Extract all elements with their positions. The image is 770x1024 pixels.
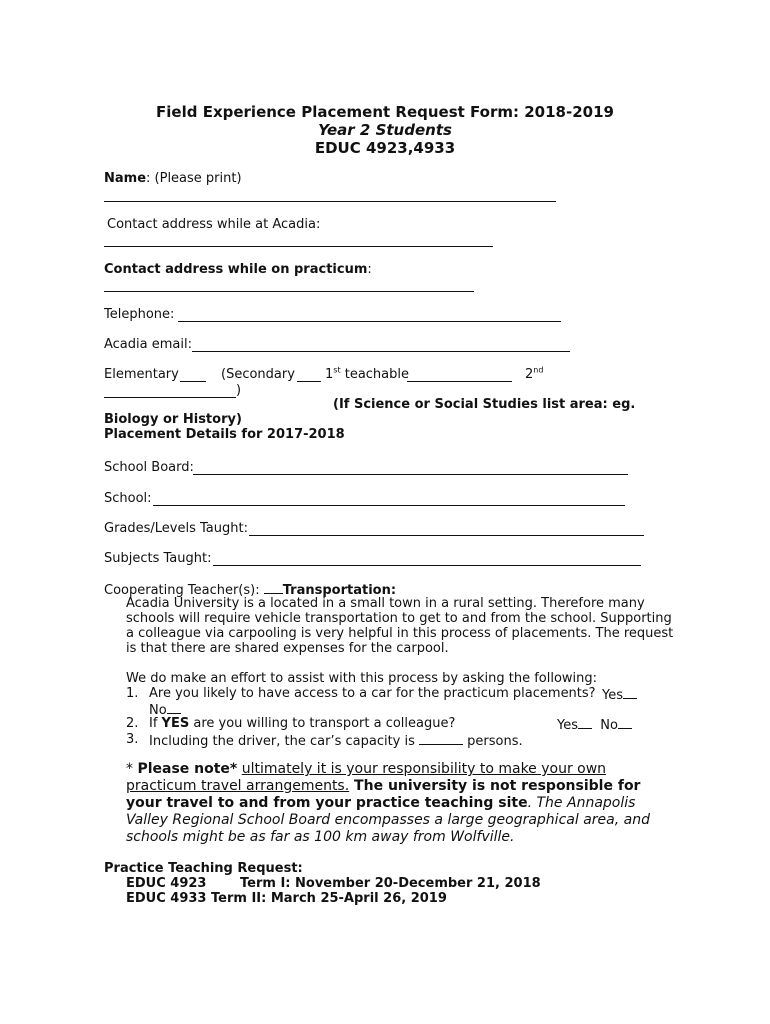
practice-row2: EDUC 4933 Term II: March 25-April 26, 2019 bbox=[126, 891, 447, 906]
q1-yes-line[interactable] bbox=[623, 686, 637, 699]
transportation-heading: Transportation: bbox=[282, 583, 397, 598]
first-teachable-field-line[interactable] bbox=[407, 381, 512, 382]
coop-teacher-label: Cooperating Teacher(s): bbox=[104, 583, 264, 598]
transport-para2: We do make an effort to assist with this process by asking the following: bbox=[126, 671, 598, 686]
q2-yes-bold: YES bbox=[161, 716, 190, 731]
coop-teacher-field-line[interactable] bbox=[264, 581, 283, 594]
q2-number: 2. bbox=[126, 716, 139, 731]
practice-row1-course: EDUC 4923 bbox=[126, 876, 207, 891]
note-underline-2: practicum travel arrangements. bbox=[126, 778, 350, 794]
q2-if: If bbox=[149, 716, 162, 731]
practice-row1-term: Term I: November 20-December 21, 2018 bbox=[240, 876, 541, 891]
school-board-field-line[interactable] bbox=[193, 474, 628, 475]
q2-yes-label: Yes bbox=[557, 718, 578, 733]
q2-options[interactable] bbox=[557, 716, 632, 733]
second-teachable-field-line[interactable] bbox=[104, 397, 236, 398]
q3-capacity-line[interactable] bbox=[419, 732, 463, 745]
note-italic-1: . The Annapolis bbox=[527, 795, 636, 811]
form-subtitle: Year 2 Students bbox=[318, 121, 452, 139]
note-line5: schools might be as far as 100 km away from Wolfville. bbox=[126, 829, 515, 845]
q1-no-label: No bbox=[149, 703, 167, 718]
first-teachable-number: 1 bbox=[325, 367, 334, 382]
note-bold-2: your travel to and from your practice teaching site bbox=[126, 795, 528, 811]
note-line1 bbox=[126, 761, 606, 777]
note-label: Please note* bbox=[137, 761, 238, 777]
q1-yes-option[interactable] bbox=[602, 686, 637, 703]
note-line3 bbox=[126, 795, 635, 811]
name-field-line[interactable] bbox=[104, 201, 556, 202]
school-board-label: School Board: bbox=[104, 460, 194, 475]
form-title: Field Experience Placement Request Form: 2018-2019 bbox=[156, 103, 614, 121]
contact-practicum-colon: : bbox=[367, 262, 372, 277]
grades-field-line[interactable] bbox=[249, 535, 644, 536]
note-star: * bbox=[126, 761, 138, 777]
transport-para1-line3: a colleague via carpooling is very helpful in this process of placements. The request bbox=[126, 626, 674, 641]
elementary-field-line[interactable] bbox=[180, 381, 206, 382]
course-codes: EDUC 4923,4933 bbox=[314, 139, 456, 157]
school-label: School: bbox=[104, 491, 152, 506]
contact-practicum-label: Contact address while on practicum bbox=[104, 262, 368, 277]
q3-text-a: Including the driver, the car’s capacity is bbox=[149, 734, 420, 749]
science-note: (If Science or Social Studies list area: eg. bbox=[333, 397, 636, 412]
grades-label: Grades/Levels Taught: bbox=[104, 521, 248, 536]
transport-para1-line2: schools will require vehicle transportation to get to and from the school. Supporting bbox=[126, 611, 672, 626]
acadia-email-label: Acadia email: bbox=[104, 337, 192, 352]
telephone-field-line[interactable] bbox=[178, 321, 561, 322]
q2-rest: are you willing to transport a colleague? bbox=[189, 716, 456, 731]
second-teachable-label bbox=[525, 367, 543, 382]
note-underline-1: ultimately it is your responsibility to make your own bbox=[241, 761, 607, 777]
q3-text-b: persons. bbox=[463, 734, 523, 749]
q2-yes-line[interactable] bbox=[578, 716, 592, 729]
q3-text bbox=[149, 732, 523, 749]
placement-details-heading: Placement Details for 2017-2018 bbox=[104, 427, 345, 442]
transport-para1-line1: Acadia University is a located in a small town in a rural setting. Therefore many bbox=[126, 596, 645, 611]
q1-yes-label: Yes bbox=[602, 688, 623, 703]
first-teachable-sup: st bbox=[333, 365, 341, 375]
acadia-email-field-line[interactable] bbox=[192, 351, 570, 352]
note-bold-1: The university is not responsible for bbox=[349, 778, 641, 794]
q2-text bbox=[149, 716, 455, 731]
school-field-line[interactable] bbox=[153, 505, 625, 506]
q1-text: Are you likely to have access to a car for the practicum placements? bbox=[149, 686, 596, 701]
contact-acadia-field-line[interactable] bbox=[104, 246, 493, 247]
q3-number: 3. bbox=[126, 732, 139, 747]
q2-no-label: No bbox=[600, 718, 618, 733]
q1-number: 1. bbox=[126, 686, 139, 701]
q2-no-line[interactable] bbox=[618, 716, 632, 729]
q1-no-line[interactable] bbox=[167, 701, 181, 714]
subjects-label: Subjects Taught: bbox=[104, 551, 212, 566]
contact-practicum-field-line[interactable] bbox=[104, 291, 474, 292]
contact-acadia-label: Contact address while at Acadia: bbox=[107, 217, 321, 232]
first-teachable-text: teachable bbox=[340, 367, 410, 382]
bio-history-note: Biology or History) bbox=[104, 412, 242, 427]
second-teachable-number: 2 bbox=[525, 367, 534, 382]
name-hint: : (Please print) bbox=[146, 171, 242, 186]
close-paren: ) bbox=[236, 383, 242, 398]
secondary-field-line[interactable] bbox=[297, 381, 321, 382]
subjects-field-line[interactable] bbox=[213, 565, 641, 566]
name-label: Name bbox=[104, 171, 147, 186]
telephone-label: Telephone: bbox=[104, 307, 175, 322]
practice-heading: Practice Teaching Request: bbox=[104, 861, 303, 876]
contact-practicum-row bbox=[104, 262, 372, 277]
elementary-label: Elementary bbox=[104, 367, 179, 382]
first-teachable-label bbox=[325, 367, 409, 382]
second-teachable-sup: nd bbox=[533, 365, 544, 375]
transport-para1-line4: is that there are shared expenses for the carpool. bbox=[126, 641, 449, 656]
note-line4: Valley Regional School Board encompasses a large geographical area, and bbox=[126, 812, 650, 828]
secondary-label: (Secondary bbox=[221, 367, 295, 382]
name-label-row bbox=[104, 171, 242, 186]
note-line2 bbox=[126, 778, 640, 794]
